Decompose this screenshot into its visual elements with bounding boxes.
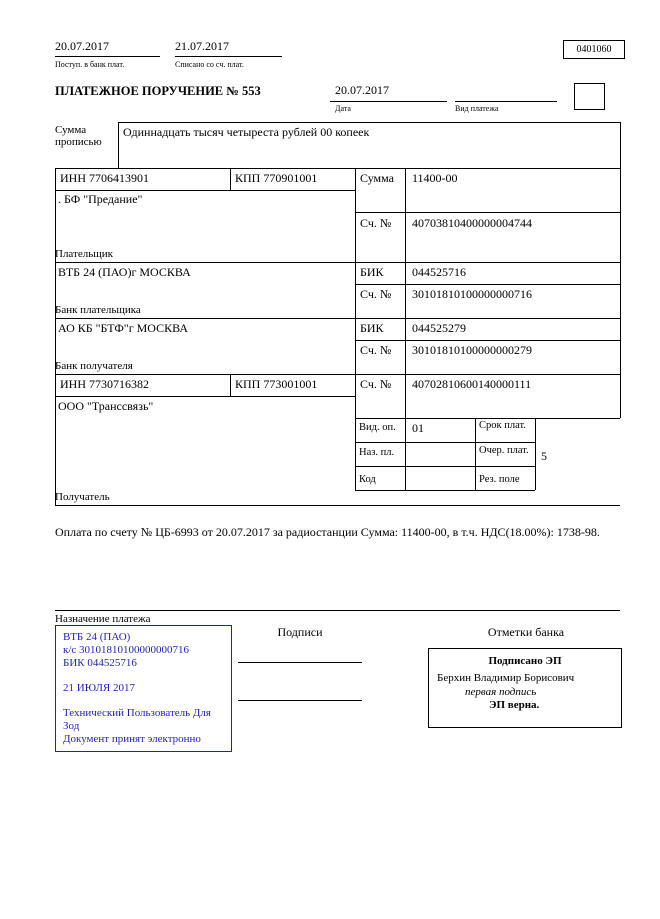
payee-bank-account: 30101810100000000279 — [412, 343, 532, 357]
stamp-bank-name: ВТБ 24 (ПАО) — [63, 631, 131, 643]
table-line — [118, 122, 119, 168]
table-line — [535, 418, 536, 490]
code-label: Код — [359, 474, 376, 485]
table-line — [355, 466, 535, 467]
payee-bank-bik: 044525279 — [412, 321, 466, 335]
payer-account: 40703810400000004744 — [412, 216, 532, 230]
table-line — [55, 396, 355, 397]
stamp-date: 21 ИЮЛЯ 2017 — [63, 682, 135, 694]
table-line — [355, 340, 620, 341]
stamp-spacer — [63, 670, 224, 682]
payer-section-label: Плательщик — [55, 248, 113, 260]
signature-line — [238, 662, 362, 663]
table-line — [55, 168, 56, 505]
payer-name: . БФ "Предание" — [58, 192, 143, 206]
stamp-spacer — [63, 695, 224, 707]
table-line — [55, 374, 620, 375]
table-line — [355, 418, 620, 419]
bank-stamp — [55, 625, 232, 752]
form-code-box: 0401060 — [563, 40, 625, 59]
received-date-label: Поступ. в банк плат. — [55, 60, 125, 69]
payer-bank-account-label: Сч. № — [360, 287, 392, 301]
signature-line — [238, 700, 362, 701]
received-date: 20.07.2017 — [55, 40, 160, 57]
table-line — [355, 168, 356, 490]
payee-account: 40702810600140000111 — [412, 377, 532, 391]
payer-bank-bik-label: БИК — [360, 265, 384, 279]
debited-date: 21.07.2017 — [175, 40, 282, 57]
table-line — [355, 490, 535, 491]
payee-section-label: Получатель — [55, 491, 110, 503]
payee-inn: ИНН 7730716382 — [60, 377, 149, 391]
payee-account-label: Сч. № — [360, 377, 392, 391]
esign-signer: Берхин Владимир Борисович — [437, 672, 575, 684]
payer-inn: ИНН 7706413901 — [60, 171, 149, 185]
purpose-field-line — [55, 610, 620, 611]
priority-value: 5 — [541, 449, 547, 463]
amount-words-label: Сумма прописью — [55, 124, 102, 148]
esign-title: Подписано ЭП — [488, 655, 562, 667]
op-kind-value: 01 — [412, 421, 424, 435]
date-label: Дата — [335, 104, 351, 113]
stamp-user: Технический Пользователь Для Зод — [63, 707, 211, 732]
payee-bank-section-label: Банк получателя — [55, 360, 133, 372]
esign-kind: первая подпись — [465, 686, 537, 698]
table-line — [355, 212, 620, 213]
payee-bank-bik-label: БИК — [360, 321, 384, 335]
payment-kind-label: Вид платежа — [455, 104, 499, 113]
amount-value: 11400-00 — [412, 171, 458, 185]
payer-account-label: Сч. № — [360, 216, 392, 230]
payment-kind-field — [455, 84, 557, 102]
table-line — [55, 190, 355, 191]
document-date: 20.07.2017 — [330, 84, 447, 102]
table-line — [55, 318, 620, 319]
electronic-signature-box — [428, 648, 622, 728]
table-line — [230, 168, 231, 190]
stamp-bik: БИК 044525716 — [63, 657, 137, 669]
op-kind-label: Вид. оп. — [359, 422, 396, 433]
purpose-label: Назначение платежа — [55, 613, 151, 625]
signatures-label: Подписи — [277, 625, 323, 639]
payee-kpp: КПП 773001001 — [235, 377, 318, 391]
bank-marks-label: Отметки банка — [487, 625, 565, 639]
stamp-accepted-note: Документ принят электронно — [63, 733, 201, 745]
payer-kpp: КПП 770901001 — [235, 171, 318, 185]
payer-bank-account: 30101810100000000716 — [412, 287, 532, 301]
status-box — [574, 83, 605, 110]
table-line — [475, 418, 476, 490]
amount-label: Сумма — [360, 171, 394, 185]
payer-bank-section-label: Банк плательщика — [55, 304, 141, 316]
payee-bank-account-label: Сч. № — [360, 343, 392, 357]
esign-validity: ЭП верна. — [489, 699, 540, 711]
table-line — [355, 442, 535, 443]
payee-name: ООО "Транссвязь" — [58, 399, 154, 413]
table-line — [55, 168, 620, 169]
pay-term-label: Срок плат. — [479, 420, 526, 431]
debited-date-label: Списано со сч. плат. — [175, 60, 244, 69]
table-line — [55, 262, 620, 263]
table-line — [55, 505, 620, 506]
table-line — [355, 284, 620, 285]
table-line — [230, 374, 231, 396]
payer-bank-name: ВТБ 24 (ПАО)г МОСКВА — [58, 265, 191, 279]
payer-bank-bik: 044525716 — [412, 265, 466, 279]
payee-bank-name: АО КБ "БТФ"г МОСКВА — [58, 321, 189, 335]
reserve-field-label: Рез. поле — [479, 474, 520, 485]
stamp-corr-account: к/с 30101810100000000716 — [63, 644, 190, 656]
purpose-code-label: Наз. пл. — [359, 447, 395, 458]
table-line — [405, 168, 406, 490]
document-title: ПЛАТЕЖНОЕ ПОРУЧЕНИЕ № 553 — [55, 84, 261, 98]
amount-words-value: Одиннадцать тысяч четыреста рублей 00 копеек — [123, 125, 370, 139]
purpose-text: Оплата по счету № ЦБ-6993 от 20.07.2017 за радиостанции Сумма: 11400-00, в т.ч. НДС(18.00%): 1738-98. — [55, 525, 600, 539]
table-line — [620, 122, 621, 418]
table-line — [118, 122, 620, 123]
priority-label: Очер. плат. — [479, 445, 529, 456]
